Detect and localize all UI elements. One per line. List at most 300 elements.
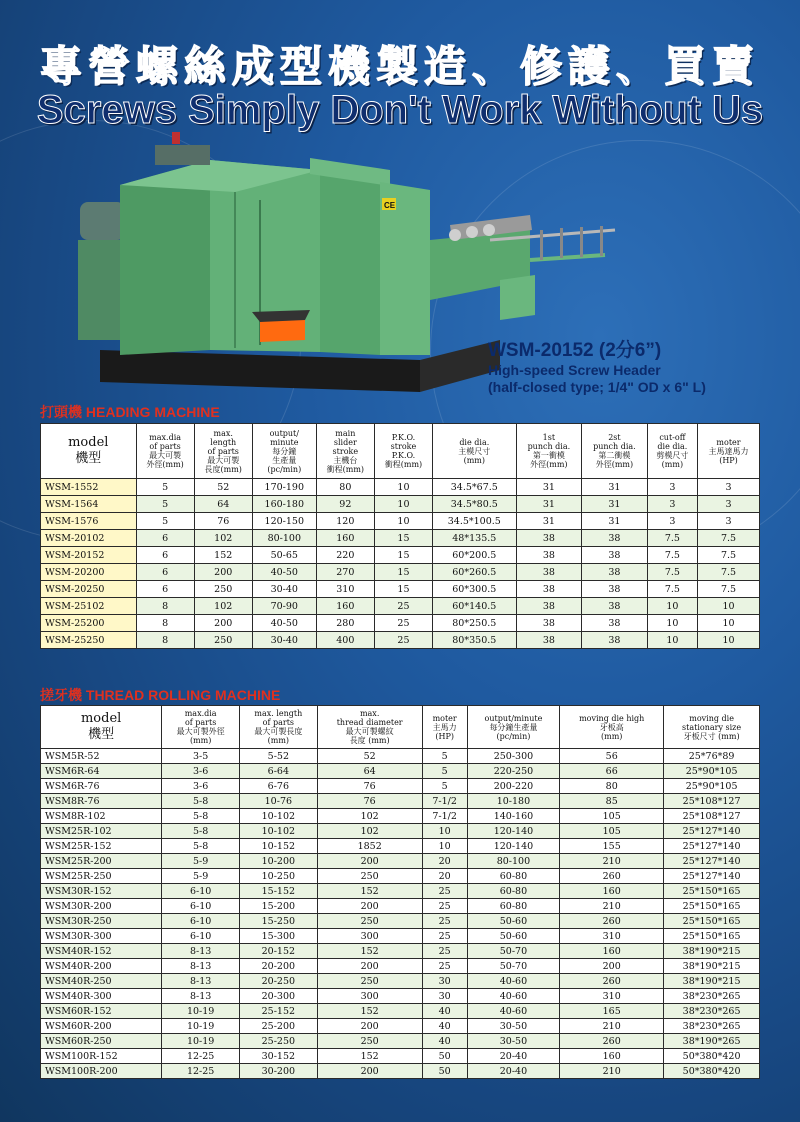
value-cell: 20-300 bbox=[240, 989, 318, 1004]
column-header-line: 機型 bbox=[75, 451, 102, 466]
value-cell: 52 bbox=[194, 479, 252, 496]
value-cell: 38 bbox=[582, 564, 648, 581]
value-cell: 1852 bbox=[317, 839, 422, 854]
table-row bbox=[41, 884, 760, 899]
value-cell: 5-8 bbox=[162, 794, 240, 809]
value-cell: 25-152 bbox=[240, 1004, 318, 1019]
model-cell: WSM25R-152 bbox=[41, 839, 162, 854]
model-cell: WSM8R-76 bbox=[41, 794, 162, 809]
value-cell: 38 bbox=[582, 615, 648, 632]
value-cell: 160-180 bbox=[252, 496, 316, 513]
value-cell: 38 bbox=[516, 615, 582, 632]
value-cell: 270 bbox=[316, 564, 374, 581]
value-cell: 7.5 bbox=[698, 530, 760, 547]
value-cell: 5 bbox=[422, 749, 467, 764]
value-cell: 38 bbox=[516, 564, 582, 581]
featured-model-specification: (half-closed type; 1/4" OD x 6" L) bbox=[488, 379, 706, 395]
model-cell: WSM-20200 bbox=[41, 564, 137, 581]
value-cell: 85 bbox=[560, 794, 664, 809]
table-row bbox=[41, 496, 760, 513]
thread-rolling-section-title: 搓牙機 THREAD ROLLING MACHINE bbox=[40, 687, 281, 703]
table-row bbox=[41, 1049, 760, 1064]
value-cell: 31 bbox=[516, 479, 582, 496]
value-cell: 50-65 bbox=[252, 547, 316, 564]
value-cell: 8-13 bbox=[162, 974, 240, 989]
column-header-line: 外徑(mm) bbox=[146, 460, 184, 469]
value-cell: 200 bbox=[560, 959, 664, 974]
model-cell: WSM40R-200 bbox=[41, 959, 162, 974]
value-cell: 250 bbox=[317, 974, 422, 989]
value-cell: 25*127*140 bbox=[664, 839, 760, 854]
column-header bbox=[422, 706, 467, 749]
value-cell: 10-19 bbox=[162, 1019, 240, 1034]
value-cell: 280 bbox=[316, 615, 374, 632]
column-header bbox=[162, 706, 240, 749]
value-cell: 15 bbox=[374, 581, 432, 598]
table-row bbox=[41, 530, 760, 547]
value-cell: 102 bbox=[317, 824, 422, 839]
column-header-line: punch dia. bbox=[593, 442, 636, 451]
value-cell: 7.5 bbox=[647, 581, 697, 598]
table-row bbox=[41, 1019, 760, 1034]
column-header-line: of parts bbox=[262, 718, 295, 727]
value-cell: 15-300 bbox=[240, 929, 318, 944]
column-header-line: of parts bbox=[149, 442, 181, 451]
column-header-line: model bbox=[68, 435, 109, 450]
value-cell: 40-60 bbox=[467, 989, 560, 1004]
model-cell: WSM30R-250 bbox=[41, 914, 162, 929]
value-cell: 5 bbox=[422, 764, 467, 779]
value-cell: 50-60 bbox=[467, 929, 560, 944]
column-header bbox=[560, 706, 664, 749]
table-row bbox=[41, 479, 760, 496]
value-cell: 12-25 bbox=[162, 1064, 240, 1079]
value-cell: 20 bbox=[422, 869, 467, 884]
model-cell: WSM30R-300 bbox=[41, 929, 162, 944]
value-cell: 10 bbox=[422, 824, 467, 839]
value-cell: 25 bbox=[422, 959, 467, 974]
model-cell: WSM-1552 bbox=[41, 479, 137, 496]
value-cell: 31 bbox=[516, 496, 582, 513]
column-header-line: (HP) bbox=[719, 455, 738, 465]
value-cell: 20 bbox=[422, 854, 467, 869]
value-cell: 310 bbox=[316, 581, 374, 598]
column-header-line: 每分鐘 bbox=[272, 446, 297, 456]
column-header-line: stroke bbox=[332, 446, 359, 456]
column-header-line: 最大可製 bbox=[207, 455, 240, 465]
value-cell: 102 bbox=[317, 809, 422, 824]
column-header-line: output/ bbox=[269, 428, 299, 438]
value-cell: 25*76*89 bbox=[664, 749, 760, 764]
value-cell: 40-50 bbox=[252, 615, 316, 632]
column-header-line: 生產量 bbox=[272, 455, 297, 465]
value-cell: 64 bbox=[317, 764, 422, 779]
table-row bbox=[41, 764, 760, 779]
model-cell: WSM-20102 bbox=[41, 530, 137, 547]
table-header-row bbox=[41, 424, 760, 479]
value-cell: 38*190*215 bbox=[664, 944, 760, 959]
value-cell: 6 bbox=[136, 547, 194, 564]
value-cell: 38*190*265 bbox=[664, 1034, 760, 1049]
column-header bbox=[698, 424, 760, 479]
value-cell: 200 bbox=[317, 959, 422, 974]
value-cell: 38*190*215 bbox=[664, 959, 760, 974]
value-cell: 10 bbox=[374, 513, 432, 530]
value-cell: 10 bbox=[647, 598, 697, 615]
model-cell: WSM40R-152 bbox=[41, 944, 162, 959]
model-cell: WSM40R-250 bbox=[41, 974, 162, 989]
value-cell: 60*260.5 bbox=[433, 564, 517, 581]
value-cell: 40 bbox=[422, 1019, 467, 1034]
value-cell: 152 bbox=[317, 1004, 422, 1019]
value-cell: 10-102 bbox=[240, 824, 318, 839]
model-cell: WSM25R-250 bbox=[41, 869, 162, 884]
column-header-line: thread diameter bbox=[336, 718, 403, 727]
column-header-line: 外徑(mm) bbox=[595, 460, 634, 469]
value-cell: 102 bbox=[194, 598, 252, 615]
ce-mark-label: CE bbox=[384, 201, 396, 210]
table-row bbox=[41, 749, 760, 764]
value-cell: 10-102 bbox=[240, 809, 318, 824]
column-header-line: moving die high bbox=[579, 713, 645, 723]
value-cell: 25*150*165 bbox=[664, 884, 760, 899]
column-header-line: die dia. bbox=[459, 437, 490, 447]
value-cell: 30-152 bbox=[240, 1049, 318, 1064]
value-cell: 10-76 bbox=[240, 794, 318, 809]
column-header-line: 第一衝模 bbox=[532, 451, 565, 460]
table-row bbox=[41, 794, 760, 809]
value-cell: 38 bbox=[516, 547, 582, 564]
value-cell: 40-60 bbox=[467, 1004, 560, 1019]
model-cell: WSM60R-250 bbox=[41, 1034, 162, 1049]
value-cell: 25 bbox=[422, 929, 467, 944]
featured-model-description: High-speed Screw Header bbox=[488, 362, 661, 378]
value-cell: 10-180 bbox=[467, 794, 560, 809]
value-cell: 210 bbox=[560, 1019, 664, 1034]
column-header bbox=[467, 706, 560, 749]
value-cell: 3 bbox=[698, 496, 760, 513]
value-cell: 3-6 bbox=[162, 779, 240, 794]
value-cell: 40-60 bbox=[467, 974, 560, 989]
table-row bbox=[41, 632, 760, 649]
model-cell: WSM60R-200 bbox=[41, 1019, 162, 1034]
value-cell: 50*380*420 bbox=[664, 1049, 760, 1064]
value-cell: 25*127*140 bbox=[664, 869, 760, 884]
value-cell: 60-80 bbox=[467, 899, 560, 914]
value-cell: 25 bbox=[374, 615, 432, 632]
table-header-row bbox=[41, 706, 760, 749]
value-cell: 34.5*67.5 bbox=[433, 479, 517, 496]
column-header bbox=[433, 424, 517, 479]
value-cell: 20-40 bbox=[467, 1049, 560, 1064]
column-header-line: 牙板高 bbox=[599, 722, 624, 732]
value-cell: 25-250 bbox=[240, 1034, 318, 1049]
value-cell: 76 bbox=[317, 779, 422, 794]
value-cell: 400 bbox=[316, 632, 374, 649]
value-cell: 6-10 bbox=[162, 929, 240, 944]
value-cell: 30-50 bbox=[467, 1019, 560, 1034]
value-cell: 50 bbox=[422, 1049, 467, 1064]
value-cell: 25 bbox=[422, 884, 467, 899]
value-cell: 25*90*105 bbox=[664, 764, 760, 779]
column-header-line: 主馬達馬力 bbox=[708, 446, 749, 456]
column-header bbox=[317, 706, 422, 749]
value-cell: 300 bbox=[317, 989, 422, 1004]
column-header-line: 外徑(mm) bbox=[530, 460, 568, 469]
model-cell: WSM-25200 bbox=[41, 615, 137, 632]
value-cell: 6 bbox=[136, 530, 194, 547]
value-cell: 31 bbox=[582, 479, 648, 496]
model-cell: WSM40R-300 bbox=[41, 989, 162, 1004]
value-cell: 152 bbox=[194, 547, 252, 564]
value-cell: 250 bbox=[317, 869, 422, 884]
column-header-line: 衝程(mm) bbox=[384, 460, 423, 469]
value-cell: 10 bbox=[374, 496, 432, 513]
value-cell: 5-9 bbox=[162, 854, 240, 869]
value-cell: 200 bbox=[194, 615, 252, 632]
table-row bbox=[41, 615, 760, 632]
column-header-line: 每分鐘生產量 bbox=[489, 722, 538, 732]
column-header-line: cut-off bbox=[659, 433, 686, 442]
value-cell: 3-5 bbox=[162, 749, 240, 764]
value-cell: 52 bbox=[317, 749, 422, 764]
model-cell: WSM-20250 bbox=[41, 581, 137, 598]
column-header-line: P.K.O. bbox=[391, 433, 416, 442]
column-header-line: 最大可製長度 bbox=[254, 727, 303, 736]
value-cell: 60-80 bbox=[467, 884, 560, 899]
value-cell: 310 bbox=[560, 929, 664, 944]
value-cell: 25 bbox=[422, 899, 467, 914]
value-cell: 80-100 bbox=[252, 530, 316, 547]
value-cell: 7.5 bbox=[647, 530, 697, 547]
value-cell: 31 bbox=[582, 513, 648, 530]
column-header bbox=[194, 424, 252, 479]
column-header bbox=[647, 424, 697, 479]
value-cell: 7.5 bbox=[698, 564, 760, 581]
value-cell: 5-9 bbox=[162, 869, 240, 884]
value-cell: 7.5 bbox=[647, 547, 697, 564]
value-cell: 80 bbox=[316, 479, 374, 496]
value-cell: 250-300 bbox=[467, 749, 560, 764]
value-cell: 38*230*265 bbox=[664, 989, 760, 1004]
column-header-line: of parts bbox=[207, 446, 239, 456]
value-cell: 10 bbox=[647, 615, 697, 632]
value-cell: 250 bbox=[317, 1034, 422, 1049]
value-cell: 105 bbox=[560, 809, 664, 824]
value-cell: 38 bbox=[516, 530, 582, 547]
value-cell: 40 bbox=[422, 1004, 467, 1019]
column-header bbox=[41, 706, 162, 749]
value-cell: 15-152 bbox=[240, 884, 318, 899]
column-header-line: max. bbox=[213, 428, 233, 438]
table-row bbox=[41, 944, 760, 959]
value-cell: 10 bbox=[647, 632, 697, 649]
table-row bbox=[41, 899, 760, 914]
value-cell: 10 bbox=[374, 479, 432, 496]
value-cell: 38*230*265 bbox=[664, 1004, 760, 1019]
value-cell: 200 bbox=[194, 564, 252, 581]
column-header bbox=[582, 424, 648, 479]
value-cell: 80-100 bbox=[467, 854, 560, 869]
value-cell: 300 bbox=[317, 929, 422, 944]
value-cell: 152 bbox=[317, 944, 422, 959]
column-header-line: main bbox=[335, 428, 356, 438]
value-cell: 6-64 bbox=[240, 764, 318, 779]
value-cell: 38 bbox=[516, 598, 582, 615]
model-cell: WSM25R-102 bbox=[41, 824, 162, 839]
column-header-line: die dia. bbox=[657, 442, 688, 451]
column-header bbox=[374, 424, 432, 479]
value-cell: 160 bbox=[560, 944, 664, 959]
value-cell: 210 bbox=[560, 899, 664, 914]
value-cell: 6 bbox=[136, 564, 194, 581]
value-cell: 10 bbox=[698, 615, 760, 632]
column-header-line: 衝程(mm) bbox=[326, 464, 365, 474]
value-cell: 10-152 bbox=[240, 839, 318, 854]
value-cell: 31 bbox=[582, 496, 648, 513]
value-cell: 60*300.5 bbox=[433, 581, 517, 598]
table-row bbox=[41, 547, 760, 564]
value-cell: 10 bbox=[698, 598, 760, 615]
value-cell: 200 bbox=[317, 1019, 422, 1034]
value-cell: 260 bbox=[560, 974, 664, 989]
column-header-line: 機型 bbox=[88, 727, 115, 742]
value-cell: 80 bbox=[560, 779, 664, 794]
column-header-line: (mm) bbox=[267, 736, 290, 745]
model-cell: WSM-1564 bbox=[41, 496, 137, 513]
value-cell: 140-160 bbox=[467, 809, 560, 824]
value-cell: 25-200 bbox=[240, 1019, 318, 1034]
column-header-line: (mm) bbox=[661, 460, 684, 469]
value-cell: 25*108*127 bbox=[664, 794, 760, 809]
table-row bbox=[41, 839, 760, 854]
value-cell: 7.5 bbox=[698, 581, 760, 598]
value-cell: 200 bbox=[317, 899, 422, 914]
value-cell: 155 bbox=[560, 839, 664, 854]
value-cell: 152 bbox=[317, 1049, 422, 1064]
table-row bbox=[41, 974, 760, 989]
value-cell: 6-76 bbox=[240, 779, 318, 794]
value-cell: 7.5 bbox=[647, 564, 697, 581]
value-cell: 20-152 bbox=[240, 944, 318, 959]
value-cell: 30-50 bbox=[467, 1034, 560, 1049]
value-cell: 160 bbox=[316, 530, 374, 547]
column-header-line: (mm) bbox=[600, 731, 623, 741]
value-cell: 310 bbox=[560, 989, 664, 1004]
column-header bbox=[41, 424, 137, 479]
table-row bbox=[41, 989, 760, 1004]
value-cell: 260 bbox=[560, 914, 664, 929]
column-header-line: stroke bbox=[390, 442, 417, 451]
value-cell: 30 bbox=[422, 989, 467, 1004]
value-cell: 260 bbox=[560, 869, 664, 884]
value-cell: 12-25 bbox=[162, 1049, 240, 1064]
value-cell: 5-8 bbox=[162, 824, 240, 839]
value-cell: 210 bbox=[560, 1064, 664, 1079]
column-header-line: punch dia. bbox=[527, 442, 571, 451]
page-title-english: Screws Simply Don't Work Without Us bbox=[36, 88, 764, 132]
table-row bbox=[41, 564, 760, 581]
value-cell: 152 bbox=[317, 884, 422, 899]
value-cell: 8-13 bbox=[162, 959, 240, 974]
column-header-line: 最大可製 bbox=[149, 451, 182, 460]
value-cell: 8 bbox=[136, 632, 194, 649]
value-cell: 25*127*140 bbox=[664, 854, 760, 869]
value-cell: 210 bbox=[560, 854, 664, 869]
value-cell: 60*200.5 bbox=[433, 547, 517, 564]
column-header-line: 第二衝模 bbox=[598, 451, 631, 460]
value-cell: 48*135.5 bbox=[433, 530, 517, 547]
value-cell: 38*230*265 bbox=[664, 1019, 760, 1034]
value-cell: 6-10 bbox=[162, 899, 240, 914]
value-cell: 200-220 bbox=[467, 779, 560, 794]
value-cell: 10-19 bbox=[162, 1034, 240, 1049]
value-cell: 25*150*165 bbox=[664, 914, 760, 929]
value-cell: 20-40 bbox=[467, 1064, 560, 1079]
column-header-line: max.dia bbox=[184, 709, 217, 718]
column-header-line: output/minute bbox=[484, 713, 543, 723]
value-cell: 165 bbox=[560, 1004, 664, 1019]
column-header-line: (HP) bbox=[435, 731, 454, 741]
model-cell: WSM30R-152 bbox=[41, 884, 162, 899]
value-cell: 25*90*105 bbox=[664, 779, 760, 794]
value-cell: 3-6 bbox=[162, 764, 240, 779]
value-cell: 10 bbox=[698, 632, 760, 649]
value-cell: 200 bbox=[317, 1064, 422, 1079]
value-cell: 50-70 bbox=[467, 959, 560, 974]
value-cell: 38 bbox=[582, 632, 648, 649]
value-cell: 105 bbox=[560, 824, 664, 839]
column-header-line: max.dia bbox=[149, 433, 182, 442]
column-header-line: moter bbox=[432, 713, 457, 723]
value-cell: 260 bbox=[560, 1034, 664, 1049]
value-cell: 50*380*420 bbox=[664, 1064, 760, 1079]
heading-machine-section-title: 打頭機 HEADING MACHINE bbox=[40, 404, 220, 420]
value-cell: 38 bbox=[582, 547, 648, 564]
column-header-line: (mm) bbox=[189, 736, 212, 745]
value-cell: 15-250 bbox=[240, 914, 318, 929]
value-cell: 160 bbox=[560, 1049, 664, 1064]
value-cell: 5 bbox=[136, 513, 194, 530]
column-header-line: 最大可製外徑 bbox=[176, 727, 225, 736]
value-cell: 50-60 bbox=[467, 914, 560, 929]
value-cell: 7.5 bbox=[698, 547, 760, 564]
value-cell: 10 bbox=[422, 839, 467, 854]
featured-model-info bbox=[488, 335, 788, 396]
value-cell: 6-10 bbox=[162, 884, 240, 899]
value-cell: 120-140 bbox=[467, 839, 560, 854]
table-row bbox=[41, 1004, 760, 1019]
column-header-line: 主模尺寸 bbox=[458, 446, 491, 456]
column-header-line: of parts bbox=[184, 718, 217, 727]
column-header bbox=[136, 424, 194, 479]
column-header bbox=[664, 706, 760, 749]
value-cell: 38 bbox=[582, 598, 648, 615]
column-header bbox=[316, 424, 374, 479]
value-cell: 25*108*127 bbox=[664, 809, 760, 824]
value-cell: 66 bbox=[560, 764, 664, 779]
model-cell: WSM25R-200 bbox=[41, 854, 162, 869]
value-cell: 5-52 bbox=[240, 749, 318, 764]
model-cell: WSM60R-152 bbox=[41, 1004, 162, 1019]
value-cell: 7-1/2 bbox=[422, 794, 467, 809]
value-cell: 120-150 bbox=[252, 513, 316, 530]
model-cell: WSM-1576 bbox=[41, 513, 137, 530]
model-cell: WSM6R-64 bbox=[41, 764, 162, 779]
value-cell: 3 bbox=[647, 513, 697, 530]
heading-machine-table bbox=[40, 423, 760, 649]
column-header-line: 主機台 bbox=[333, 455, 358, 465]
